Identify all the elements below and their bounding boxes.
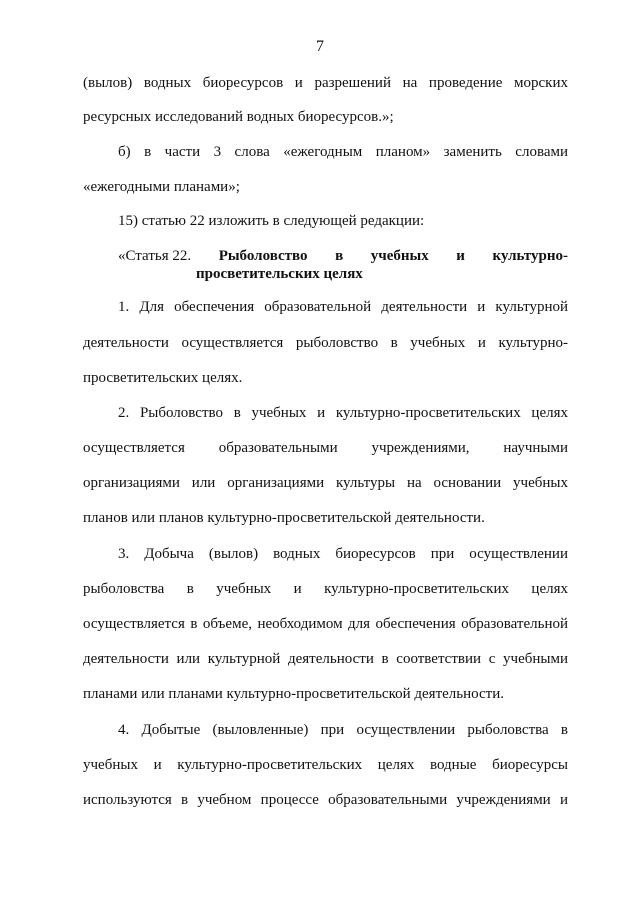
text-line: 15) статью 22 изложить в следующей редакции: xyxy=(118,213,425,229)
text-line: деятельности осуществляется рыболовство в учебных и культурно- xyxy=(83,335,568,351)
text-line: используются в учебном процессе образовательными учреждениями и xyxy=(83,792,568,808)
article-title-word: в xyxy=(335,248,344,264)
text-line: организациями или организациями культуры на основании учебных xyxy=(83,475,568,491)
article-title-word: учебных xyxy=(370,248,429,264)
text-line: планами или планами культурно-просветительской деятельности. xyxy=(83,686,505,702)
text-line: «ежегодными планами»; xyxy=(83,179,240,195)
text-line: рыболовства в учебных и культурно-просветительских целях xyxy=(83,581,568,597)
text-line: осуществляется образовательными учреждениями, научными xyxy=(83,440,568,456)
article-title-line2: просветительских целях xyxy=(196,266,363,282)
text-line: планов или планов культурно-просветительской деятельности. xyxy=(83,510,485,526)
text-line: учебных и культурно-просветительских целях водные биоресурсы xyxy=(83,757,568,773)
text-line: 1. Для обеспечения образовательной деятельности и культурной xyxy=(118,299,568,315)
article-prefix: «Статья 22. xyxy=(118,248,192,264)
text-line: б) в части 3 слова «ежегодным планом» заменить словами xyxy=(118,144,568,160)
text-line: 4. Добытые (выловленные) при осуществлении рыболовства в xyxy=(118,722,568,738)
page-number: 7 xyxy=(316,38,324,55)
text-line: просветительских целях. xyxy=(83,370,243,386)
text-line: ресурсных исследований водных биоресурсов.»; xyxy=(83,109,394,125)
text-line: (вылов) водных биоресурсов и разрешений на проведение морских xyxy=(83,75,568,91)
article-title-word: Рыболовство xyxy=(218,248,308,264)
article-heading xyxy=(118,247,568,283)
text-line: осуществляется в объеме, необходимом для обеспечения образовательной xyxy=(83,616,568,632)
article-title-word: культурно- xyxy=(492,248,568,264)
text-line: 3. Добыча (вылов) водных биоресурсов при осуществлении xyxy=(118,546,568,562)
text-line: деятельности или культурной деятельности в соответствии с учебными xyxy=(83,651,568,667)
text-line: 2. Рыболовство в учебных и культурно-просветительских целях xyxy=(118,405,568,421)
article-title-word: и xyxy=(456,248,465,264)
